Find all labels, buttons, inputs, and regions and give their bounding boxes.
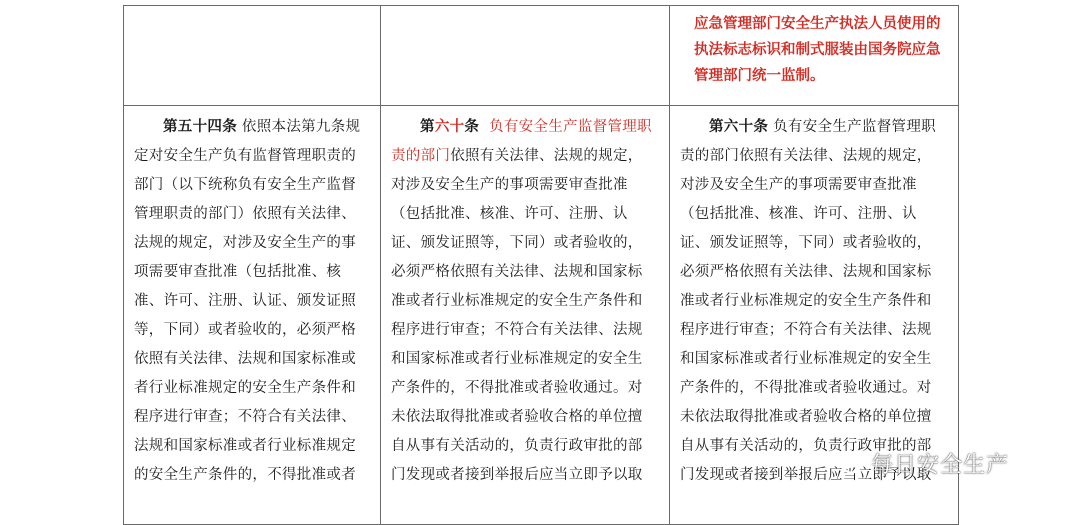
article-body-a: 依照本法第九条规定对安全生产负有监督管理职责的部门（以下统称负有安全生产监督管理职责的部门）依照有关法律、法规的规定，对涉及安全生产的事项需要审查批准（包括批准、核准、许可、注册、认证、颁发证照等，下同）或者验收的，必须严格依照有关法律、法规和国家标准或者行业标准规定的安全生产条件和程序进行审查；不符合有关法律、法规和国家标准或者行业标准规定的安全生产条件的，不得批准或者 bbox=[134, 119, 361, 483]
article-body-c: 负有安全生产监督管理职责的部门依照有关法律、法规的规定，对涉及安全生产的事项需要审查批准（包括批准、核准、许可、注册、认证、颁发证照等，下同）或者验收的，必须严格依照有关法律、法规和国家标准或者行业标准规定的安全生产条件和程序进行审查；不符合有关法律、法规和国家标准或者行业标准规定的安全生产条件的，不得批准或者验收通过。对未依法取得批准或者验收合格的单位擅自从事有关活动的，负责行政审批的部门发现或者接到举报后应当立即予以取 bbox=[680, 119, 936, 483]
cell-original-law bbox=[124, 106, 381, 525]
article-paragraph-a bbox=[134, 112, 368, 490]
cell-top-a bbox=[124, 6, 381, 106]
uniform-supervision-clause: 应急管理部门安全生产执法人员使用的执法标志标识和制式服装由国务院应急管理部门统一监制。 bbox=[694, 15, 941, 84]
article-number-54: 第五十四条 bbox=[163, 118, 237, 135]
article-number-suffix: 条 bbox=[464, 118, 480, 135]
table-row-top bbox=[124, 6, 959, 106]
cell-draft-law bbox=[381, 106, 670, 525]
wechat-icon bbox=[833, 448, 863, 478]
article-number-prefix: 第 bbox=[420, 118, 435, 135]
cell-top-c bbox=[670, 6, 959, 106]
article-body-b: 依照有关法律、法规的规定，对涉及安全生产的事项需要审查批准（包括批准、核准、许可、注册、认证、颁发证照等，下同）或者验收的，必须严格依照有关法律、法规和国家标准或者行业标准规定的安全生产条件和程序进行审查；不符合有关法律、法规和国家标准或者行业标准规定的安全生产条件的，不得批准或者验收通过。对未依法取得批准或者验收合格的单位擅自从事有关活动的，负责行政审批的部门发现或者接到举报后应当立即予以取 bbox=[391, 148, 643, 483]
article-heading-red: 负有安全生产监督管理职责的部门 bbox=[391, 119, 652, 164]
cell-top-b bbox=[381, 6, 670, 106]
article-paragraph-b bbox=[391, 112, 657, 490]
article-number-60-red: 六十 bbox=[434, 118, 465, 135]
watermark bbox=[833, 446, 1009, 480]
article-number-60: 第六十条 bbox=[709, 118, 769, 135]
watermark-text: 每日安全生产 bbox=[871, 452, 1010, 478]
article-paragraph-c bbox=[680, 112, 946, 490]
